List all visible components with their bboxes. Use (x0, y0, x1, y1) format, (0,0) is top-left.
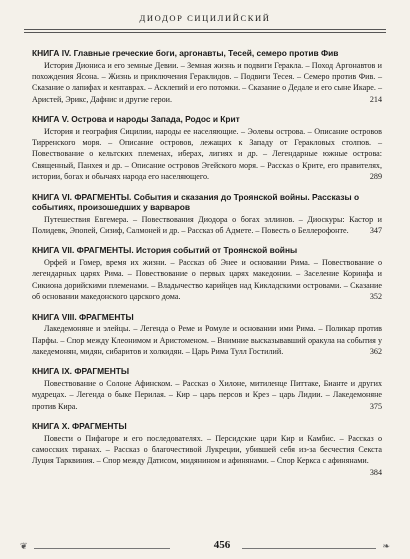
summary-text: История и география Сицилии, народы ее населяющие. – Эолевы острова. – Описание островов Тирренского моря. – Описание островов, лежащих к Западу от Геракловых столпов. – Повествование о кельтских племенах, иберах, лигиях и др. – Легендарные южные острова: Священный, Панхея и др. – Описание островов Эгейского моря. – Рассказ о Крите, его правителях, истории, богах и обычаях народа его населяющего. (32, 126, 382, 182)
page-number: 456 (213, 539, 231, 551)
book-title: КНИГА VII. ФРАГМЕНТЫ. История событий от Троянской войны (32, 245, 298, 256)
toc-entry-book-9 (32, 366, 382, 412)
book-summary (32, 60, 382, 106)
toc-entry-book-10 (32, 421, 382, 477)
ornament-right-icon: ❧ (382, 541, 390, 551)
toc-entry-book-8 (32, 312, 382, 358)
book-summary (32, 433, 382, 477)
book-summary (32, 257, 382, 303)
running-header-title: ДИОДОР СИЦИЛИЙСКИЙ (139, 13, 271, 23)
summary-text: История Диониса и его земные Девии. – Земная жизнь и подвиги Геракла. – Поход Аргонавтов и похождения Ясона. – Жизнь и приключения Гераклидов. – Подвиги Тесея. – Семеро против Фив. – Сказание о лапифах и кентаврах. – Асклепий и его потомки. – Сказание о Дедале и его сыне Икаре. – Аристей, Эрикс, Дафнис и другие герои. (32, 60, 382, 104)
page-footer (20, 538, 390, 558)
page-reference[interactable]: 289 (369, 172, 382, 182)
page-reference[interactable]: 347 (369, 226, 382, 236)
ornament-left-icon: ❦ (20, 541, 28, 551)
summary-text: Орфей и Гомер, время их жизни. – Рассказ об Энее и основании Рима. – Повествование о легендарных царях Рима. – Повествование о первых царях македонии. – Заселение Коринфа и Сикиона дорийскими племенами. – Владычество карийцев над Кикладскими островами. – Сказание об основании македонского царского дома. (32, 257, 382, 302)
summary-text: Повествование о Солоне Афинском. – Рассказ о Хилоне, митиленце Питтаке, Бианте и других мудрецах. – Легенда о быке Перилая. – Кир – царь персов и Крез – царь Лидии. – Лакедемоняне против Кира. (32, 378, 382, 411)
toc-entry-book-7 (32, 245, 382, 302)
toc-entry-book-5 (32, 114, 382, 183)
book-title: КНИГА VI. ФРАГМЕНТЫ. События и сказания до Троянской войны. Рассказы о событиях, произошедших у варваров (32, 191, 360, 213)
running-header (24, 8, 386, 30)
toc-entry-book-6 (32, 192, 382, 237)
book-title: КНИГА VIII. ФРАГМЕНТЫ (32, 311, 134, 322)
summary-text: Путешествия Евгемера. – Повествования Диодора о богах эллинов. – Диоскуры: Кастор и Полидевк, Эпопей, Сизиф, Салмоней и др. – Рассказ об Адмете. – Повесть о Беллерофонте. (32, 214, 382, 236)
page-reference[interactable]: 214 (369, 94, 382, 104)
toc-entry-book-4 (32, 48, 382, 105)
page-reference[interactable]: 375 (369, 401, 382, 411)
footer-rule-right (242, 548, 376, 549)
page-reference[interactable]: 362 (369, 346, 382, 356)
book-summary (32, 378, 382, 412)
page-reference[interactable]: 384 (369, 467, 382, 477)
book-summary (32, 126, 382, 183)
page-reference[interactable]: 352 (369, 292, 382, 302)
summary-text: Повести о Пифагоре и его последователях. – Персидские цари Кир и Камбис. – Рассказ о самосских тиранах. – Рассказ о благочестивой Лукреции, убившей себя из-за бесчестия Секста Луция Тарквиния. – Спор между Датисом, мидянином и афинянами. – Спор Керкса с афинянами. (32, 433, 382, 466)
book-title: КНИГА IX. ФРАГМЕНТЫ (32, 366, 130, 377)
book-summary (32, 214, 382, 237)
summary-text: Лакедемоняне и элейцы. – Легенда о Реме и Ромуле и основании ими Рима. – Поликар против Парфы. – Спор между Клеонимом и Аристоменом. – Внимние высказывавший оракула на события у лакедемонян, мидян, сибаритов и холкидян. – Царь Рима Тулл Гостилий. (32, 324, 382, 356)
book-title: КНИГА IV. Главные греческие боги, аргонавты, Тесей, семеро против Фив (32, 48, 339, 58)
footer-rule-left (34, 548, 170, 549)
book-title: КНИГА X. ФРАГМЕНТЫ (32, 421, 127, 432)
book-title: КНИГА V. Острова и народы Запада, Родос и Крит (32, 114, 240, 125)
book-summary (32, 323, 382, 357)
table-of-contents (32, 48, 382, 478)
